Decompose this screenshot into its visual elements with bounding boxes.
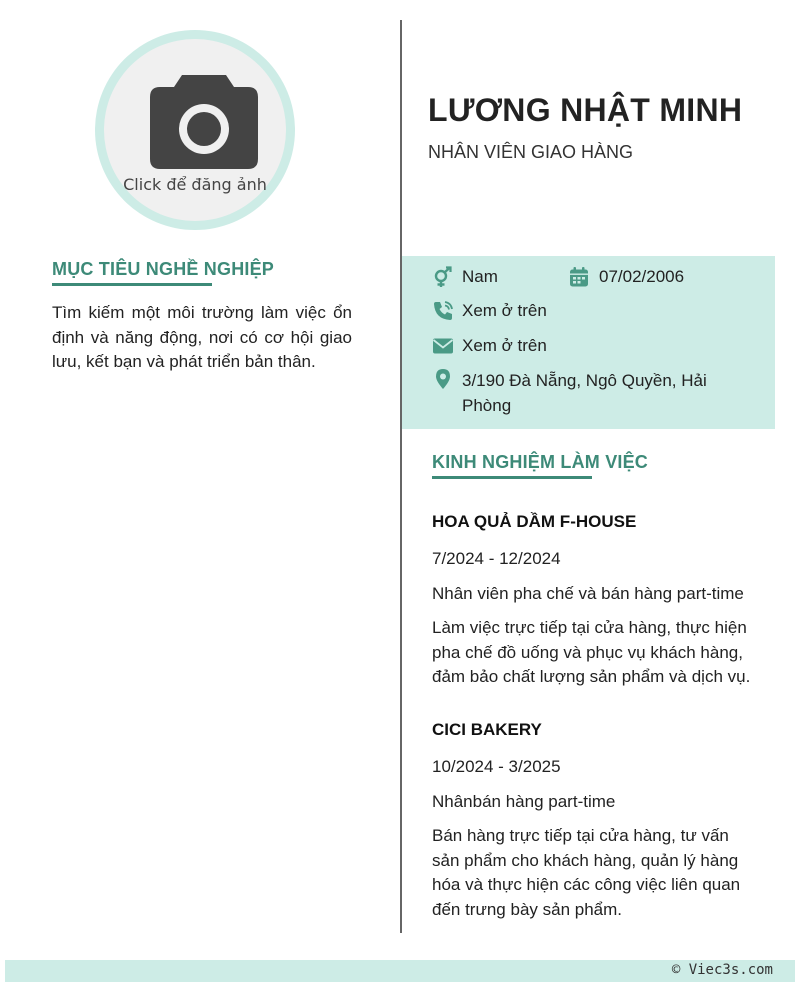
experience-company: CICI BAKERY: [432, 720, 542, 739]
experience-dates: 7/2024 - 12/2024: [432, 549, 561, 568]
job-title: NHÂN VIÊN GIAO HÀNG: [428, 142, 634, 162]
avatar-upload[interactable]: [95, 30, 295, 230]
experience-title: KINH NGHIỆM LÀM VIỆC: [432, 452, 649, 472]
avatar-placeholder: [104, 39, 286, 221]
column-divider: [400, 20, 402, 933]
email-value: Xem ở trên: [462, 336, 547, 355]
address-value: 3/190 Đà Nẵng, Ngô Quyền, Hải Phòng: [462, 371, 707, 415]
camera-icon: [150, 75, 258, 169]
experience-underline: [432, 476, 592, 479]
objective-underline: [52, 283, 212, 286]
phone-value: Xem ở trên: [462, 301, 547, 320]
experience-dates: 10/2024 - 3/2025: [432, 757, 561, 776]
objective-text: Tìm kiếm một môi trường làm việc ổn định và năng động, nơi có cơ hội giao lưu, kết bạn và phát triển bản thân.: [52, 303, 352, 371]
experience-company: HOA QUẢ DẦM F-HOUSE: [432, 512, 637, 531]
experience-description: Làm việc trực tiếp tại cửa hàng, thực hiện pha chế đồ uống và phục vụ khách hàng, đảm bảo chất lượng sản phẩm và dịch vụ.: [432, 618, 751, 686]
candidate-name: LƯƠNG NHẬT MINH: [428, 92, 743, 128]
experience-role: Nhânbán hàng part-time: [432, 792, 616, 811]
gender-icon: [432, 266, 454, 288]
contact-panel: [402, 256, 775, 429]
email-icon: [432, 335, 454, 357]
experience-role: Nhân viên pha chế và bán hàng part-time: [432, 584, 744, 603]
gender-value: Nam: [462, 267, 498, 286]
calendar-icon: [568, 266, 590, 288]
location-pin-icon: [432, 368, 454, 390]
footer-bar: [5, 960, 795, 982]
experience-description: Bán hàng trực tiếp tại cửa hàng, tư vấn sản phẩm cho khách hàng, quản lý hàng hóa và thực hiện các công việc liên quan đến trưng bày sản phẩm.: [432, 826, 741, 919]
birthday-value: 07/02/2006: [599, 267, 685, 286]
phone-icon: [432, 300, 454, 322]
objective-title: MỤC TIÊU NGHỀ NGHIỆP: [52, 259, 275, 279]
footer-copyright: © Viec3s.com: [671, 962, 773, 978]
upload-label: Click để đăng ảnh: [123, 175, 267, 194]
